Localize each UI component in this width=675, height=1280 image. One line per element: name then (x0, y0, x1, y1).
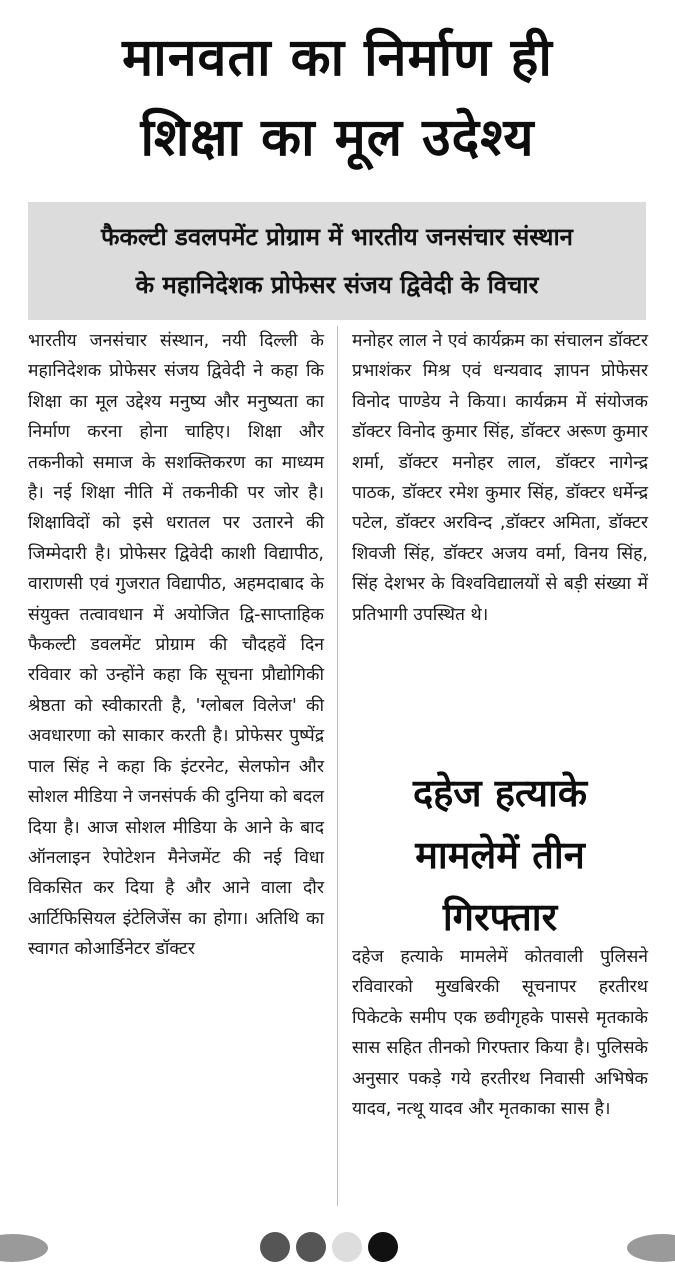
headline (0, 18, 675, 178)
subheadline-line-2: के महानिदेशक प्रोफेसर संजय द्विवेदी के विचार (135, 271, 539, 299)
headline-line-1: मानवता का निर्माण ही (122, 28, 553, 88)
subheadline-box (28, 202, 646, 320)
second-story-headline-line-2: मामलेमें तीन (415, 833, 585, 877)
next-page-button[interactable] (627, 1234, 675, 1262)
second-story-headline-line-1: दहेज हत्याके (412, 771, 588, 815)
page-dots (260, 1232, 398, 1262)
column-divider (337, 326, 338, 1206)
image-pager (0, 1226, 675, 1266)
subheadline-line-1: फैकल्टी डवलपमेंट प्रोग्राम में भारतीय जनसंचार संस्थान (100, 223, 573, 251)
article-left-column (28, 326, 324, 965)
article-right-text: मनोहर लाल ने एवं कार्यक्रम का संचालन डॉक्टर प्रभाशंकर मिश्र एवं धन्यवाद ज्ञापन प्रोफेसर विनोद पाण्डेय ने किया। कार्यक्रम में संयोजक डॉक्टर विनोद कुमार सिंह, डॉक्टर अरूण कुमार शर्मा, डॉक्टर मनोहर लाल, डॉक्टर नागेन्द्र पाठक, डॉक्टर रमेश कुमार सिंह, डॉक्टर धर्मेन्द्र पटेल, डॉक्टर अरविन्द ,डॉक्टर अमिता, डॉक्टर शिवजी सिंह, डॉक्टर अजय वर्मा, विनय सिंह, सिंह देशभर के विश्वविद्यालयों से बड़ी संख्या में प्रतिभागी उपस्थित थे। (352, 331, 648, 625)
second-story-headline-line-3: गिरफ्तार (442, 895, 558, 939)
second-story-text: दहेज हत्याके मामलेमें कोतवाली पुलिसने रविवारको मुखबिरकी सूचनापर हरतीरथ पिकेटके समीप एक छवीगृहके पाससे मृतकाके सास सहित तीनको गिरफ्तार किया है। पुलिसके अनुसार पकड़े गये हरतीरथ निवासी अभिषेक यादव, नत्थू यादव और मृतकाका सास है। (352, 947, 648, 1120)
page-dot-3[interactable] (332, 1232, 362, 1262)
page-dot-2[interactable] (296, 1232, 326, 1262)
page-dot-1[interactable] (260, 1232, 290, 1262)
second-story-body (352, 942, 648, 1124)
second-story-headline (352, 762, 648, 948)
page-dot-4[interactable] (368, 1232, 398, 1262)
article-right-column (352, 326, 648, 630)
previous-page-button[interactable] (0, 1234, 48, 1262)
headline-line-2: शिक्षा का मूल उदेश्य (140, 108, 535, 168)
article-left-text: भारतीय जनसंचार संस्थान, नयी दिल्ली के महानिदेशक प्रोफेसर संजय द्विवेदी ने कहा कि शिक्षा का मूल उद्देश्य मनुष्य और मनुष्यता का निर्माण करना होना चाहिए। शिक्षा और तकनीको समाज के सशक्तिकरण का माध्यम है। नई शिक्षा नीति में तकनीकी पर जोर है। शिक्षाविदों को इसे धरातल पर उतारने की जिम्मेदारी है। प्रोफेसर द्विवेदी काशी विद्यापीठ, वाराणसी एवं गुजरात विद्यापीठ, अहमदाबाद के संयुक्त तत्वावधान में अयोजित द्वि-साप्ताहिक फैकल्टी डवलमेंट प्रोग्राम की चौदहवें दिन रविवार को उन्होंने कहा कि सूचना प्रौद्योगिकी श्रेष्ठता को स्वीकारती है, 'ग्लोबल विलेज' की अवधारणा को साकार करती है। प्रोफेसर पुष्पेंद्र पाल सिंह ने कहा कि इंटरनेट, सेलफोन और सोशल मीडिया ने जनसंपर्क की दुनिया को बदल दिया है। आज सोशल मीडिया के आने के बाद ऑनलाइन रेपोटेशन मैनेजमेंट की नई विधा विकसित कर दिया है और आने वाला दौर आर्टिफिसियल इंटेलिजेंस का होगा। अतिथि का स्वागत कोआर्डिनेटर डॉक्टर (28, 331, 324, 960)
